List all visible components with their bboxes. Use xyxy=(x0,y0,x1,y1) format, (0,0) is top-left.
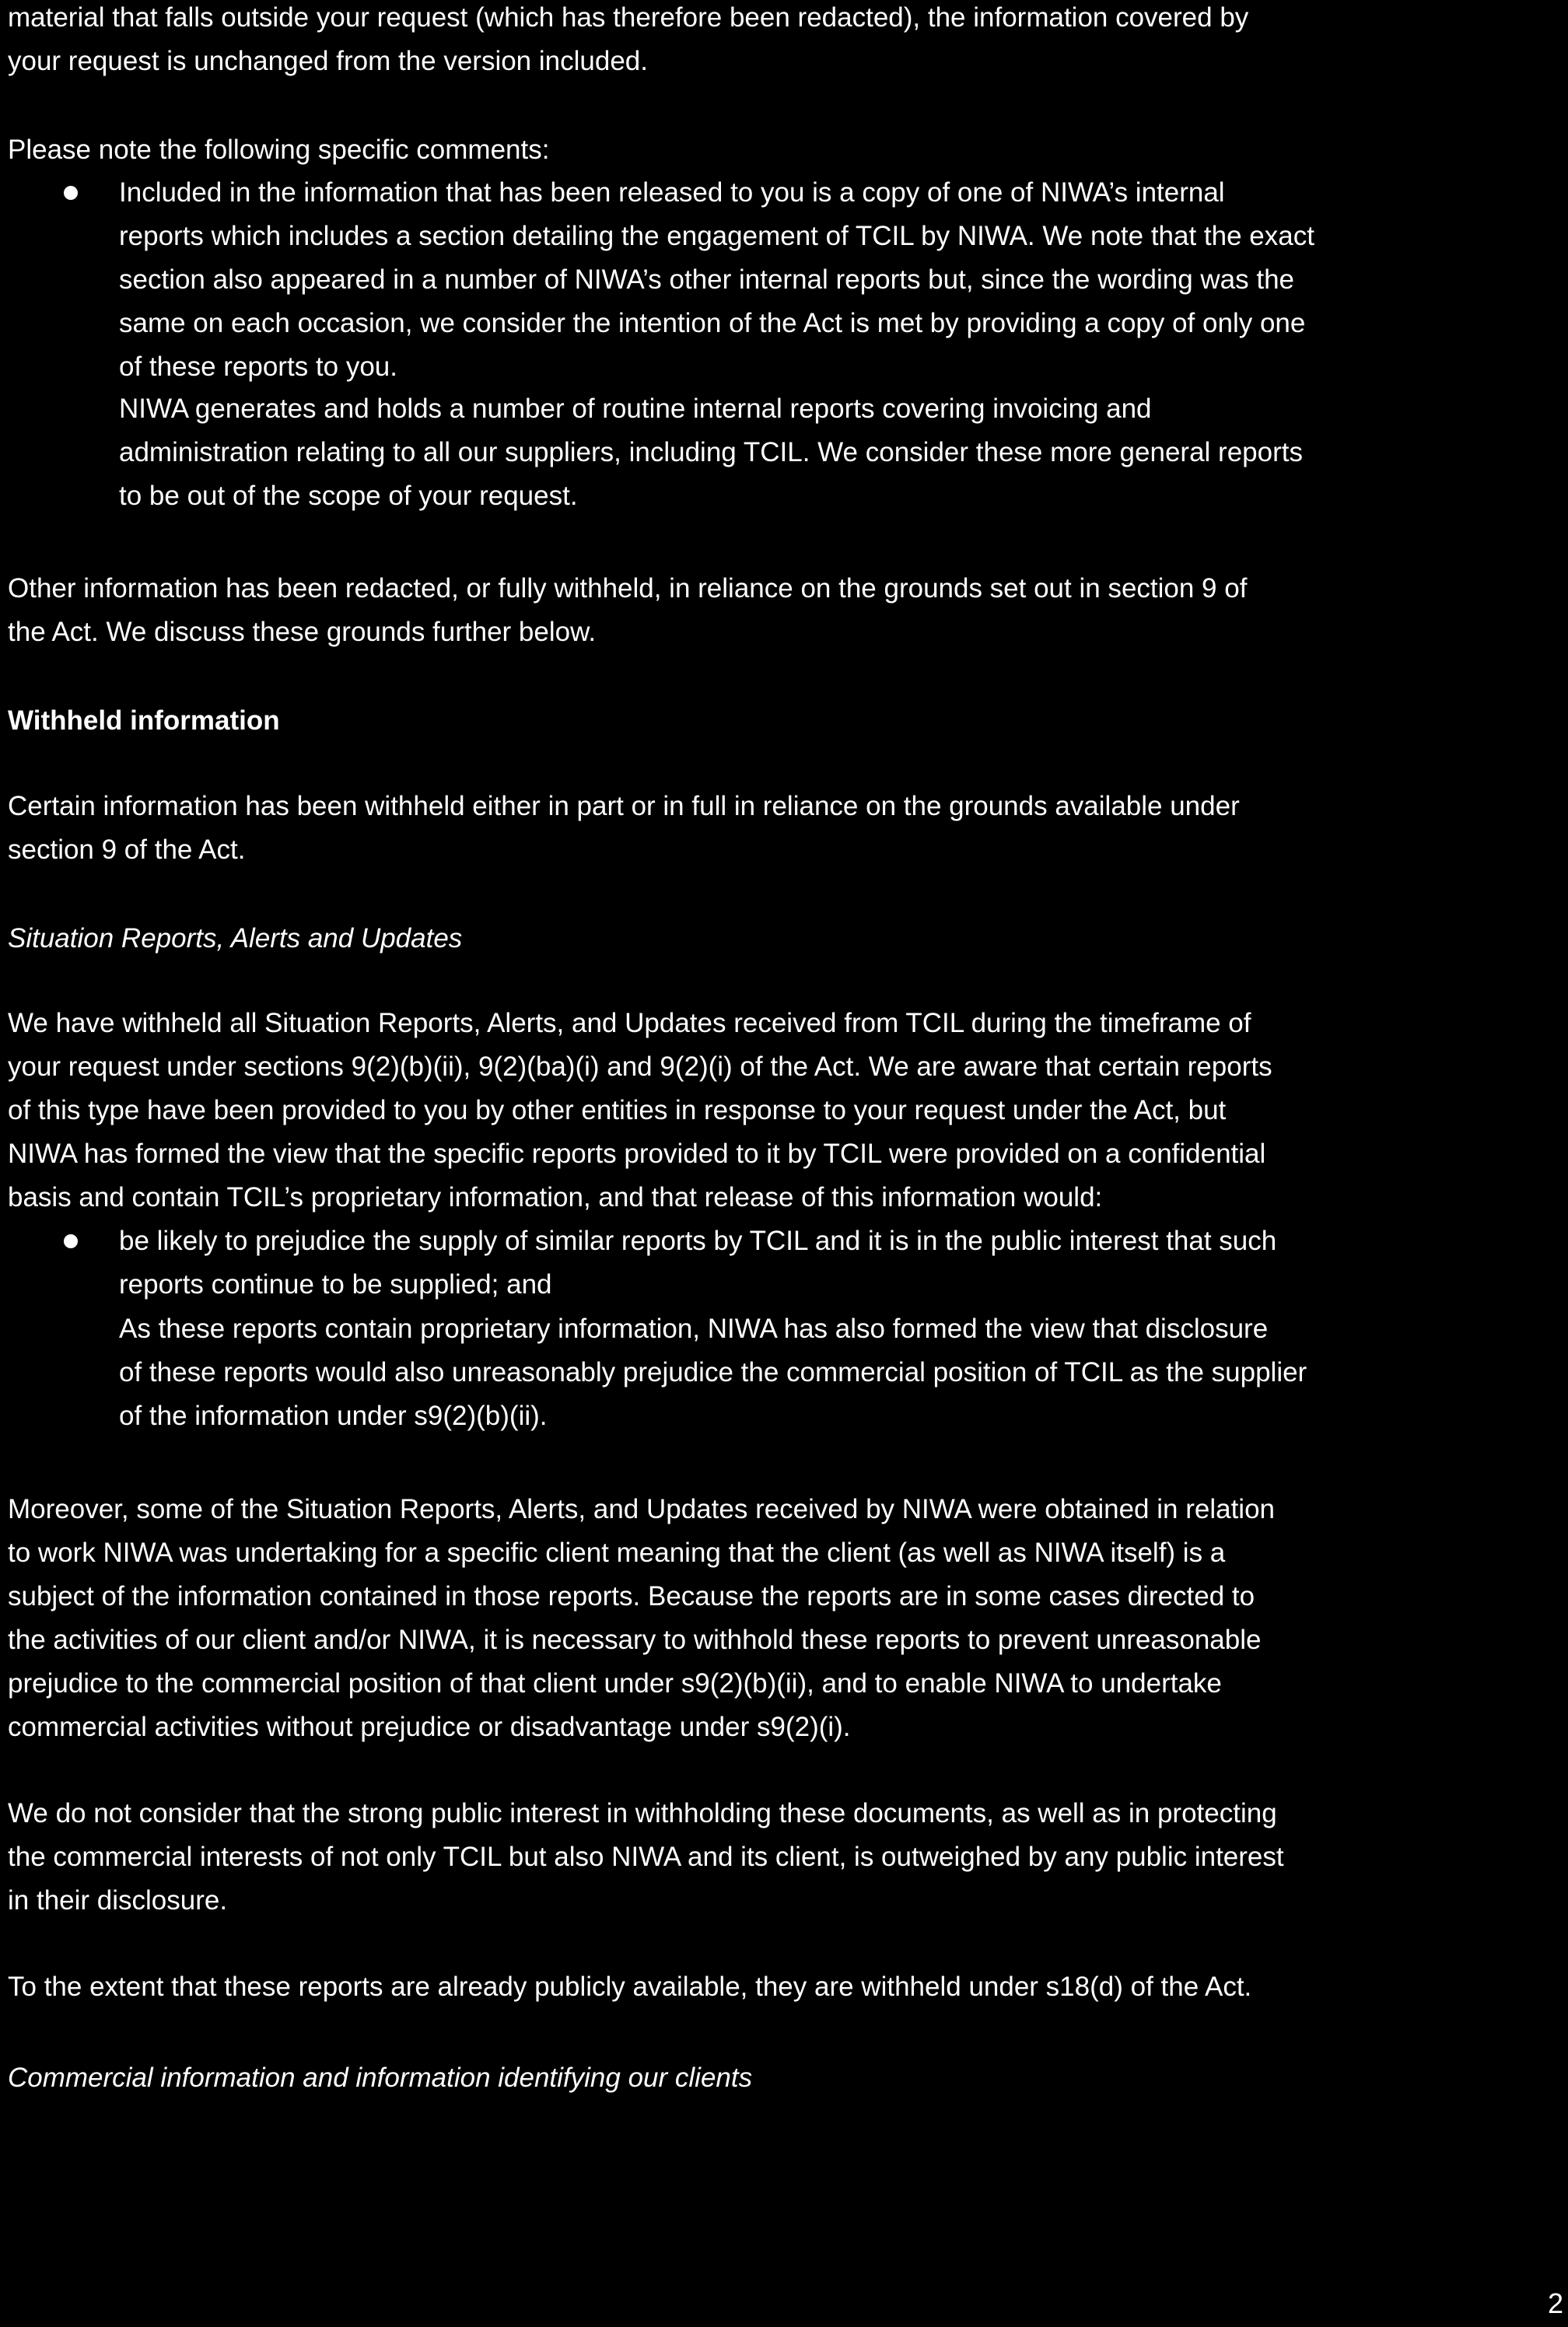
page-number: 2 xyxy=(1547,2287,1563,2319)
paragraph-other-information xyxy=(8,567,1568,654)
text-line: reports continue to be supplied; and xyxy=(119,1269,552,1300)
bullet-item-routine-reports xyxy=(119,387,1568,518)
text-line: of these reports would also unreasonably prejudice the commercial position of TCIL as the supplier xyxy=(119,1357,1307,1387)
paragraph-note xyxy=(8,128,1568,172)
text-line: Included in the information that has been released to you is a copy of one of NIWA’s internal xyxy=(119,177,1225,208)
text-line: basis and contain TCIL’s proprietary information, and that release of this information would: xyxy=(8,1182,1103,1212)
text-line: prejudice to the commercial position of that client under s9(2)(b)(ii), and to enable NIWA to undertake xyxy=(8,1668,1222,1699)
heading-situation-reports xyxy=(8,917,1568,961)
text-line: Certain information has been withheld either in part or in full in reliance on the grounds available under xyxy=(8,791,1240,821)
bullet-item-prejudice-supply xyxy=(119,1219,1568,1307)
paragraph-intro xyxy=(8,0,1568,83)
text-line: the activities of our client and/or NIWA, it is necessary to withhold these reports to prevent unreasonable xyxy=(8,1625,1262,1655)
text-line: NIWA has formed the view that the specific reports provided to it by TCIL were provided on a confidential xyxy=(8,1139,1266,1169)
text-line: commercial activities without prejudice or disadvantage under s9(2)(i). xyxy=(8,1712,851,1742)
text-line: subject of the information contained in those reports. Because the reports are in some cases directed to xyxy=(8,1581,1255,1611)
paragraph-we-have-withheld xyxy=(8,1002,1568,1219)
text-line: be likely to prejudice the supply of similar reports by TCIL and it is in the public interest that such xyxy=(119,1226,1277,1256)
text-line: To the extent that these reports are already publicly available, they are withheld under s18(d) of the Act. xyxy=(8,1972,1252,2002)
text-line: section also appeared in a number of NIWA’s other internal reports but, since the wording was the xyxy=(119,264,1294,295)
bullet-item-report-copy xyxy=(119,171,1568,389)
paragraph-publicly-available xyxy=(8,1965,1568,2009)
text-line: your request is unchanged from the version included. xyxy=(8,46,648,76)
text-line: material that falls outside your request (which has therefore been redacted), the information covered by xyxy=(8,2,1249,33)
text-line: to be out of the scope of your request. xyxy=(119,481,578,511)
text-line: section 9 of the Act. xyxy=(8,835,246,865)
text-line: of these reports to you. xyxy=(119,352,397,382)
heading-commercial-information xyxy=(8,2056,1568,2100)
heading-withheld xyxy=(8,699,1568,743)
heading-text: Commercial information and information identifying our clients xyxy=(8,2063,753,2093)
text-line: As these reports contain proprietary information, NIWA has also formed the view that disclosure xyxy=(119,1314,1269,1344)
paragraph-certain xyxy=(8,785,1568,872)
text-line: the Act. We discuss these grounds further below. xyxy=(8,617,597,647)
text-line: Other information has been redacted, or fully withheld, in reliance on the grounds set out in section 9 of xyxy=(8,573,1248,604)
heading-text: Withheld information xyxy=(8,705,280,736)
text-line: of this type have been provided to you by other entities in response to your request under the Act, but xyxy=(8,1095,1227,1125)
text-line: in their disclosure. xyxy=(8,1885,228,1916)
text-line: We have withheld all Situation Reports, Alerts, and Updates received from TCIL during the timeframe of xyxy=(8,1008,1251,1038)
bullet-icon xyxy=(64,186,78,200)
bullet-icon xyxy=(64,1234,78,1248)
text-line: administration relating to all our suppliers, including TCIL. We consider these more general reports xyxy=(119,437,1303,467)
paragraph-public-interest xyxy=(8,1792,1568,1923)
text-line: NIWA generates and holds a number of routine internal reports covering invoicing and xyxy=(119,394,1152,424)
bullet-item-proprietary xyxy=(119,1307,1568,1438)
text-line: We do not consider that the strong public interest in withholding these documents, as well as in protecting xyxy=(8,1798,1277,1828)
text-line: of the information under s9(2)(b)(ii). xyxy=(119,1401,548,1431)
text-line: your request under sections 9(2)(b)(ii), 9(2)(ba)(i) and 9(2)(i) of the Act. We are aware that certain reports xyxy=(8,1052,1272,1082)
text-line: Moreover, some of the Situation Reports, Alerts, and Updates received by NIWA were obtained in relation xyxy=(8,1494,1276,1524)
text-line: reports which includes a section detailing the engagement of TCIL by NIWA. We note that the exact xyxy=(119,221,1314,251)
text-line: same on each occasion, we consider the intention of the Act is met by providing a copy of only one xyxy=(119,308,1306,338)
paragraph-moreover xyxy=(8,1488,1568,1749)
heading-text: Situation Reports, Alerts and Updates xyxy=(8,923,463,954)
text-line: Please note the following specific comments: xyxy=(8,135,550,165)
text-line: the commercial interests of not only TCIL but also NIWA and its client, is outweighed by any public interest xyxy=(8,1842,1284,1872)
text-line: to work NIWA was undertaking for a specific client meaning that the client (as well as NIWA itself) is a xyxy=(8,1538,1226,1568)
